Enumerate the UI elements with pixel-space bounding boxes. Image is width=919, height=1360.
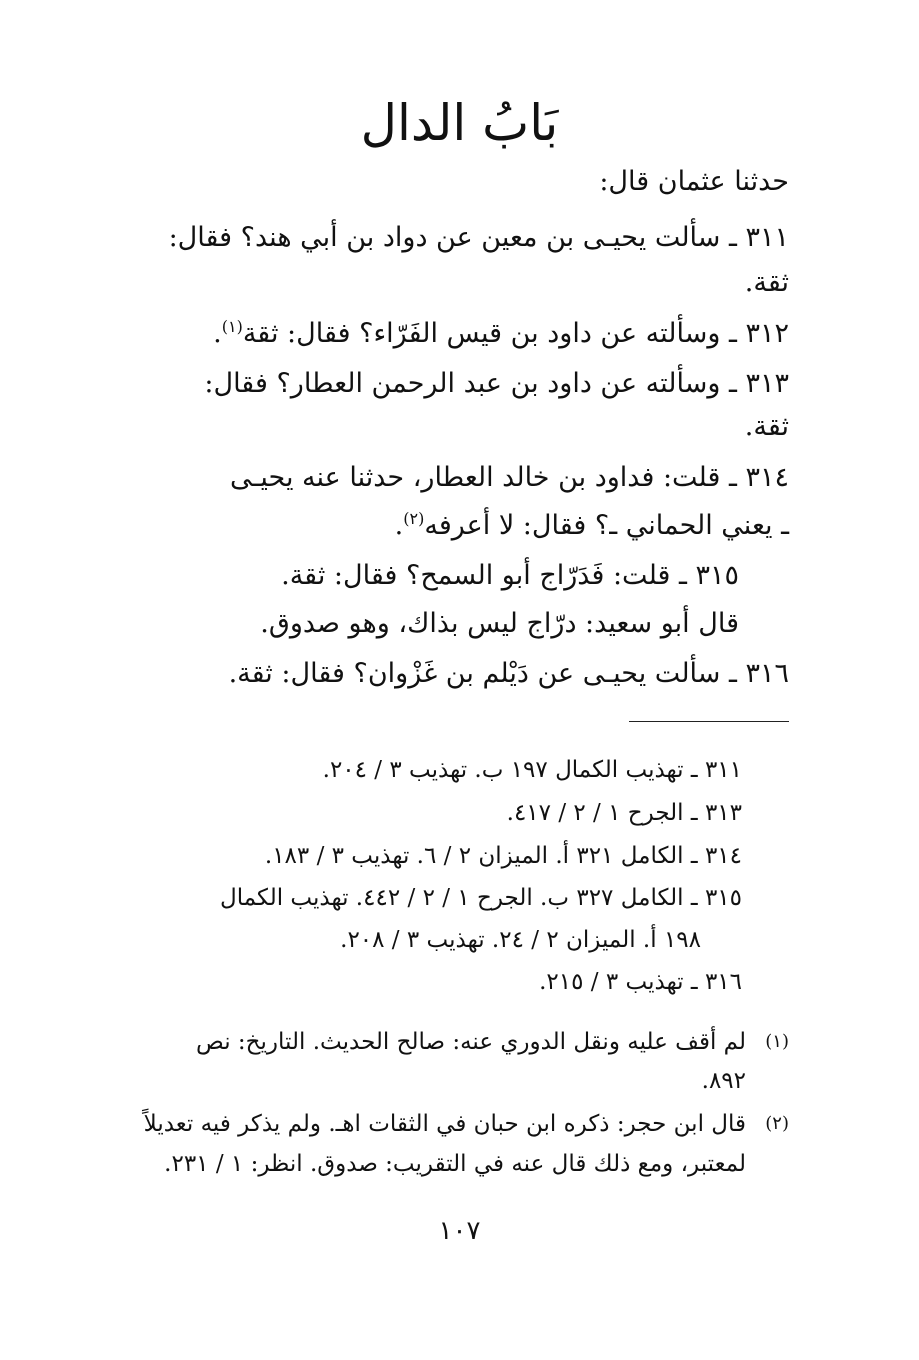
entry-313-line-1: ٣١٣ ـ وسألته عن داود بن عبد الرحمن العطار؟ فقال: <box>204 368 789 399</box>
entry-311-line-2: ثقة. <box>744 267 789 298</box>
page-number: ١٠٧ <box>438 1216 481 1246</box>
reference-315-line-1: ٣١٥ ـ الكامل ٣٢٧ ب. الجرح ١ / ٢ / ٤٤٢. تهذيب الكمال <box>220 885 742 911</box>
reference-314: ٣١٤ ـ الكامل ٣٢١ أ. الميزان ٢ / ٦. تهذيب ٣ / ١٨٣. <box>264 843 742 869</box>
entry-316: ٣١٦ ـ سألت يحيـى عن دَيْلم بن غَزْوان؟ فقال: ثقة. <box>228 658 789 689</box>
footnote-ref-1: (١) <box>221 317 243 336</box>
narration-intro: حدثنا عثمان قال: <box>599 166 789 197</box>
entry-312-end: . <box>213 318 222 349</box>
entry-314-line-2-text: ـ يعني الحماني ـ؟ فقال: لا أعرفه <box>424 510 789 541</box>
reference-315-line-2: ١٩٨ أ. الميزان ٢ / ٢٤. تهذيب ٣ / ٢٠٨. <box>340 927 701 953</box>
footnote-2-marker: (٢) <box>765 1113 789 1134</box>
entry-313-line-2: ثقة. <box>744 411 789 442</box>
chapter-title: بَابُ الدال <box>360 94 559 152</box>
entry-312-text: ٣١٢ ـ وسألته عن داود بن قيس الفَرّاء؟ فقال: ثقة <box>242 318 789 349</box>
footnote-2-line-2: لمعتبر، ومع ذلك قال عنه في التقريب: صدوق. انظر: ١ / ٢٣١. <box>164 1151 746 1177</box>
footnote-1-marker: (١) <box>765 1031 789 1052</box>
footnote-1-line-1: لم أقف عليه ونقل الدوري عنه: صالح الحديث. التاريخ: نص <box>196 1029 746 1055</box>
entry-315-comment: قال أبو سعيد: درّاج ليس بذاك، وهو صدوق. <box>260 608 739 639</box>
footnote-separator <box>629 721 789 722</box>
entry-311-line-1: ٣١١ ـ سألت يحيـى بن معين عن دواد بن أبي هند؟ فقال: <box>168 222 789 253</box>
reference-313: ٣١٣ ـ الجرح ١ / ٢ / ٤١٧. <box>506 800 742 826</box>
entry-314-end: . <box>394 510 404 541</box>
entry-315: ٣١٥ ـ قلت: فَدَرّاج أبو السمح؟ فقال: ثقة. <box>281 560 739 591</box>
reference-311: ٣١١ ـ تهذيب الكمال ١٩٧ ب. تهذيب ٣ / ٢٠٤. <box>322 757 742 783</box>
footnote-1-line-2: ٨٩٢. <box>701 1068 746 1094</box>
entry-314-line-2 <box>395 506 789 546</box>
footnote-2-line-1: قال ابن حجر: ذكره ابن حبان في الثقات اهـ. ولم يذكر فيه تعديلاً <box>143 1111 746 1137</box>
footnote-ref-2: (٢) <box>403 509 425 528</box>
entry-312 <box>213 314 789 354</box>
reference-316: ٣١٦ ـ تهذيب ٣ / ٢١٥. <box>539 969 742 995</box>
entry-314-line-1: ٣١٤ ـ قلت: فداود بن خالد العطار، حدثنا عنه يحيـى <box>229 462 789 493</box>
